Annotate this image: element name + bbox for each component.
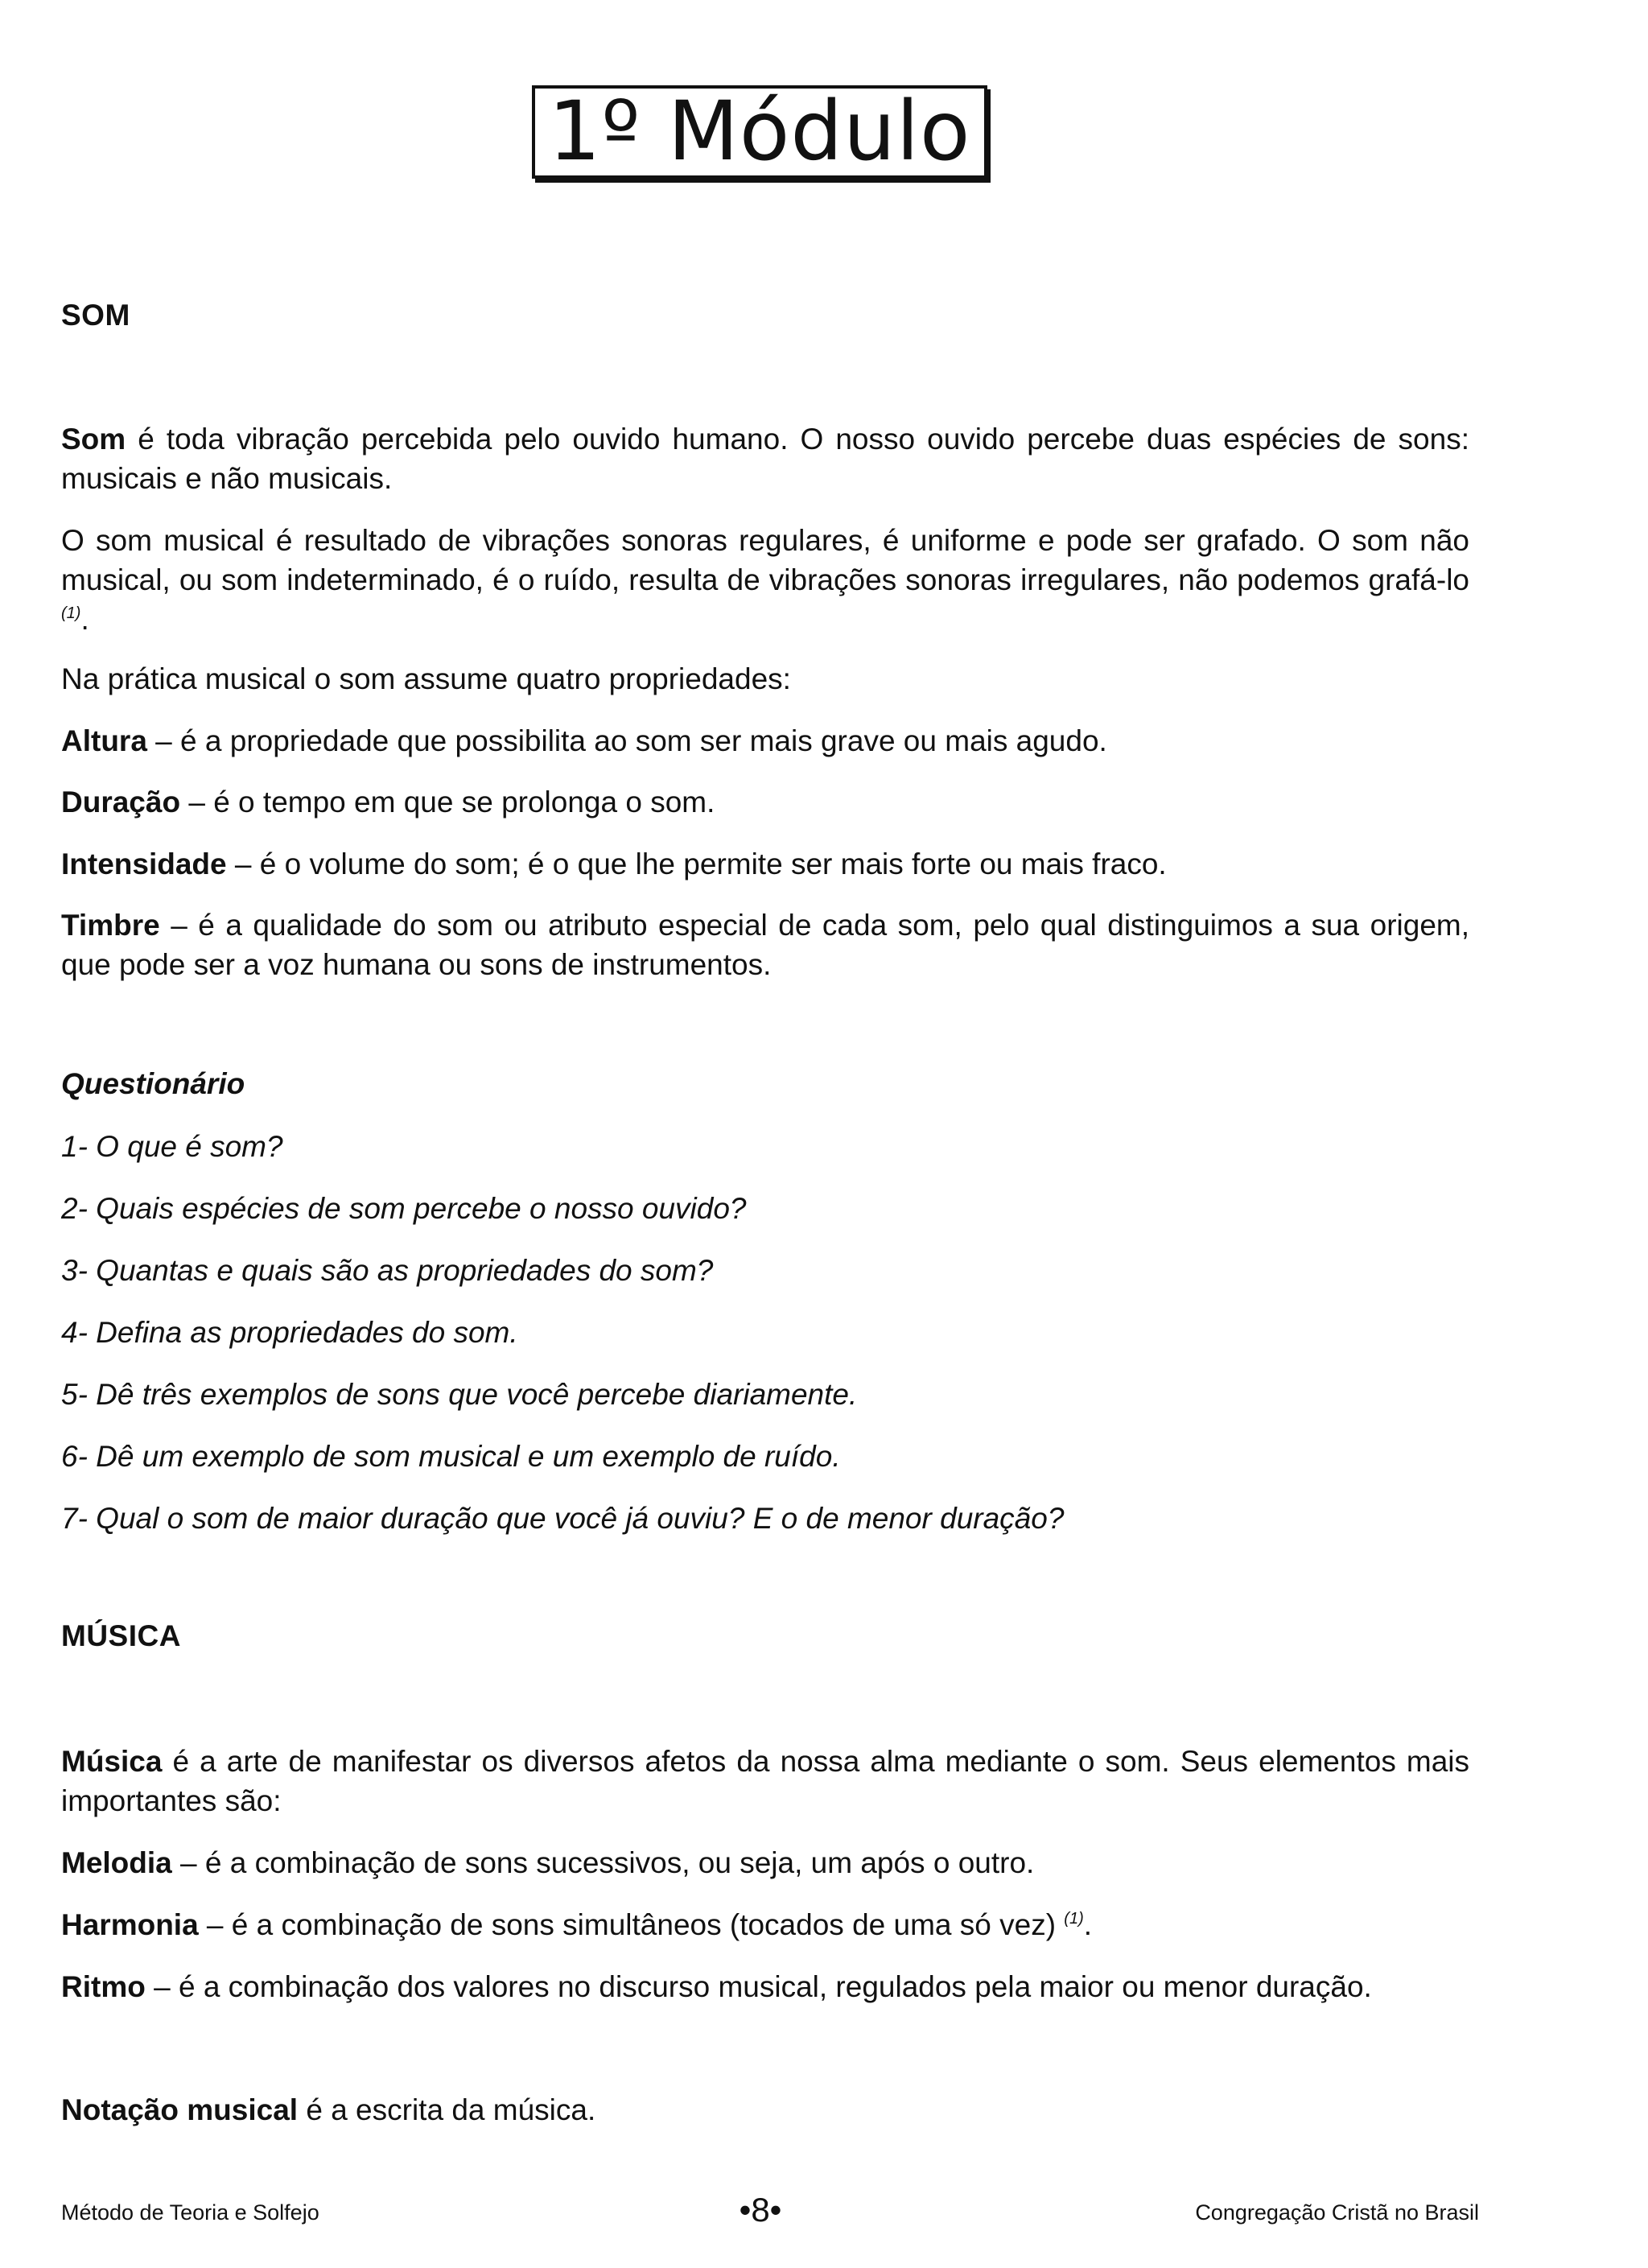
question-item: 6- Dê um exemplo de som musical e um exemplo de ruído. <box>61 1440 841 1473</box>
section-heading-musica: MÚSICA <box>61 1619 181 1652</box>
module-title: 1º Módulo <box>548 84 971 179</box>
notation-paragraph <box>61 2090 1469 2130</box>
footer-publisher: Congregação Cristã no Brasil <box>1195 2200 1479 2225</box>
element-ritmo <box>61 1967 1469 2006</box>
question-item: 1- O que é som? <box>61 1130 283 1163</box>
footnote-ref: (1) <box>61 604 81 622</box>
notation-text: é a escrita da música. <box>298 2093 596 2126</box>
element-term: Ritmo <box>61 1970 146 2003</box>
property-duracao <box>61 782 1469 822</box>
element-text: – é a combinação de sons simultâneos (tocados de uma só vez) <box>198 1908 1065 1941</box>
property-altura <box>61 721 1469 761</box>
som-definition-paragraph <box>61 419 1469 498</box>
questionnaire-heading: Questionário <box>61 1067 245 1100</box>
section-heading-som: SOM <box>61 299 130 332</box>
question-item: 7- Qual o som de maior duração que você já ouviu? E o de menor duração? <box>61 1502 1065 1535</box>
property-text: – é a propriedade que possibilita ao som ser mais grave ou mais agudo. <box>146 724 1107 757</box>
question-item: 5- Dê três exemplos de sons que você percebe diariamente. <box>61 1378 858 1411</box>
property-text: – é a qualidade do som ou atributo especial de cada som, pelo qual distinguimos a sua origem, que pode ser a voz humana ou sons de instrumentos. <box>61 909 1469 981</box>
property-intensidade <box>61 844 1469 884</box>
property-term: Timbre <box>61 909 160 942</box>
element-term: Melodia <box>61 1846 172 1879</box>
property-text: – é o tempo em que se prolonga o som. <box>180 786 715 819</box>
element-harmonia <box>61 1905 1469 1944</box>
element-text: – é a combinação de sons sucessivos, ou seja, um após o outro. <box>171 1846 1035 1879</box>
term-notacao: Notação musical <box>61 2093 299 2126</box>
property-term: Intensidade <box>61 847 227 880</box>
property-term: Duração <box>61 786 181 819</box>
musica-definition-text: é a arte de manifestar os diversos afetos da nossa alma mediante o som. Seus elementos mais importantes são: <box>61 1745 1469 1817</box>
footnote-ref: (1) <box>1064 1910 1084 1928</box>
musica-definition-paragraph <box>61 1742 1469 1821</box>
module-title-box <box>532 85 987 179</box>
footer-book-title: Método de Teoria e Solfejo <box>61 2200 319 2225</box>
question-item: 3- Quantas e quais são as propriedades do som? <box>61 1254 714 1287</box>
page-number: •8• <box>739 2191 782 2229</box>
som-musical-text: O som musical é resultado de vibrações sonoras regulares, é uniforme e pode ser grafado. O som não musical, ou som indeterminado, é o ruído, resulta de vibrações sonoras irregulares, não podemos grafá-lo <box>61 524 1469 596</box>
paragraph-end: . <box>80 603 89 636</box>
element-term: Harmonia <box>61 1908 199 1941</box>
som-properties-intro: Na prática musical o som assume quatro propriedades: <box>61 662 791 695</box>
term-som: Som <box>61 423 126 456</box>
question-item: 4- Defina as propriedades do som. <box>61 1316 518 1349</box>
som-definition-text: é toda vibração percebida pelo ouvido humano. O nosso ouvido percebe duas espécies de sons: musicais e não musicais. <box>61 423 1469 495</box>
property-text: – é o volume do som; é o que lhe permite ser mais forte ou mais fraco. <box>226 847 1167 880</box>
element-text: – é a combinação dos valores no discurso musical, regulados pela maior ou menor duração. <box>145 1970 1372 2003</box>
question-item: 2- Quais espécies de som percebe o nosso ouvido? <box>61 1192 747 1225</box>
property-timbre <box>61 905 1469 984</box>
element-melodia <box>61 1843 1469 1882</box>
property-term: Altura <box>61 724 147 757</box>
paragraph-end: . <box>1083 1908 1093 1941</box>
term-musica: Música <box>61 1745 163 1778</box>
som-musical-paragraph <box>61 521 1469 639</box>
